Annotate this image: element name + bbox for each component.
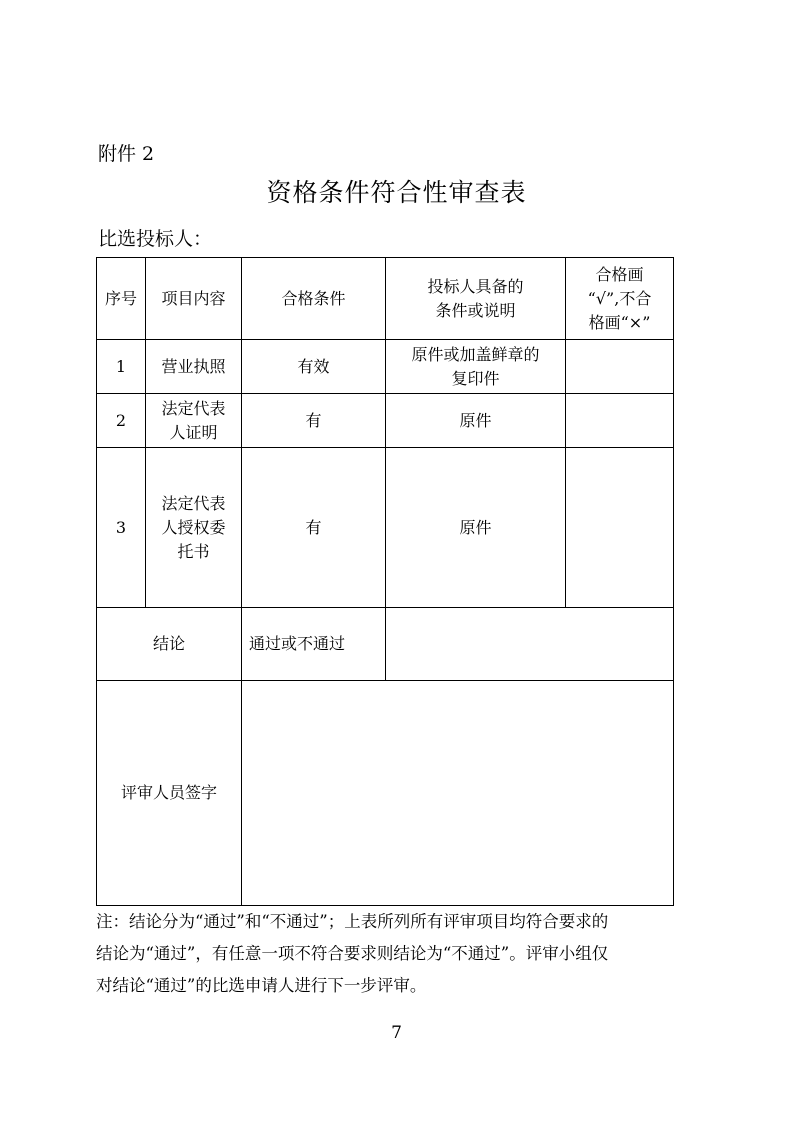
table-row (97, 340, 674, 394)
row-no: 3 (97, 448, 146, 608)
note-line: 对结论“通过”的比选申请人进行下一步评审。 (96, 976, 427, 995)
note-line: 结论为“通过”，有任意一项不符合要求则结论为“不通过”。评审小组仅 (96, 944, 609, 963)
conclusion-row (97, 608, 674, 681)
table-row (97, 394, 674, 448)
table-row (97, 448, 674, 608)
table-note (96, 906, 696, 1002)
header-condition: 合格条件 (242, 258, 386, 340)
conclusion-value: 通过或不通过 (242, 608, 386, 681)
row-provided: 原件 (386, 448, 566, 608)
table-header-row (97, 258, 674, 340)
header-provided: 投标人具备的 条件或说明 (386, 258, 566, 340)
row-item: 法定代表 人证明 (146, 394, 242, 448)
conclusion-extra (386, 608, 674, 681)
row-mark (566, 394, 674, 448)
note-line: 注：结论分为“通过”和“不通过”；上表所列所有评审项目均符合要求的 (96, 912, 609, 931)
row-provided: 原件或加盖鲜章的 复印件 (386, 340, 566, 394)
row-condition: 有效 (242, 340, 386, 394)
header-mark: 合格画 “√”,不合 格画“×” (566, 258, 674, 340)
attachment-label: 附件 2 (98, 143, 155, 165)
document-title: 资格条件符合性审查表 (266, 178, 527, 207)
row-item: 营业执照 (146, 340, 242, 394)
header-item: 项目内容 (146, 258, 242, 340)
header-no: 序号 (97, 258, 146, 340)
row-mark (566, 340, 674, 394)
signature-row (97, 681, 674, 906)
row-condition: 有 (242, 394, 386, 448)
page-number: 7 (391, 1023, 402, 1043)
signature-field (242, 681, 674, 906)
row-no: 1 (97, 340, 146, 394)
conclusion-label: 结论 (97, 608, 242, 681)
row-provided: 原件 (386, 394, 566, 448)
row-mark (566, 448, 674, 608)
qualification-review-table (96, 257, 674, 906)
row-condition: 有 (242, 448, 386, 608)
row-item: 法定代表 人授权委 托书 (146, 448, 242, 608)
bidder-label: 比选投标人： (98, 228, 213, 250)
signature-label: 评审人员签字 (97, 681, 242, 906)
row-no: 2 (97, 394, 146, 448)
